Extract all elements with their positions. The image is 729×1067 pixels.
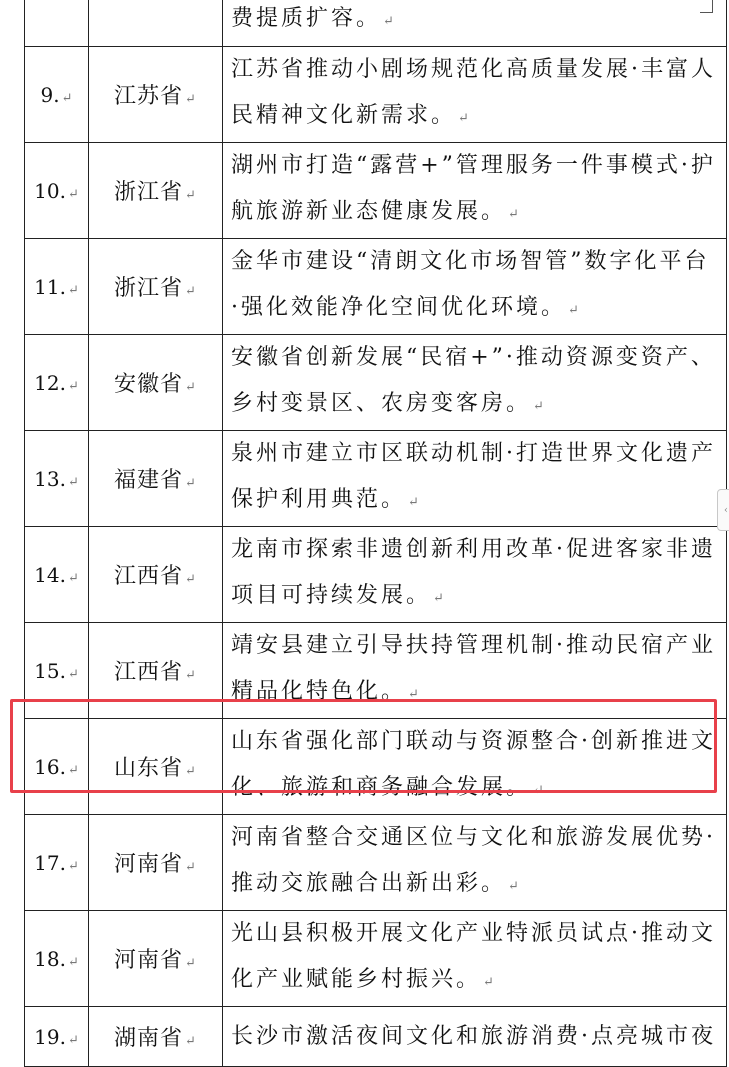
table-row <box>25 143 727 239</box>
paragraph-mark-icon: ↵ <box>185 188 197 203</box>
province-cell <box>89 47 223 143</box>
row-number-cell <box>25 1007 89 1067</box>
province-cell <box>89 143 223 239</box>
paragraph-mark-icon: ↵ <box>67 282 79 298</box>
case-description: 龙南市探索非遗创新利用改革·促进客家非遗项目可持续发展。 <box>231 537 716 608</box>
row-number-cell <box>25 815 89 911</box>
row-number-cell <box>25 239 89 335</box>
province-cell <box>89 239 223 335</box>
paragraph-mark-icon: ↵ <box>61 90 73 106</box>
case-description: 安徽省创新发展“民宿+”·推动资源变资产、乡村变景区、农房变客房。 <box>231 345 716 416</box>
case-description: 靖安县建立引导扶持管理机制·推动民宿产业精品化特色化。 <box>231 633 716 704</box>
province-name: 江苏省 <box>114 84 184 109</box>
case-description: 湖州市打造“露营+”管理服务一件事模式·护航旅游新业态健康发展。 <box>231 153 716 224</box>
paragraph-mark-icon: ↵ <box>185 572 197 587</box>
table-row <box>25 911 727 1007</box>
row-number-cell <box>25 47 89 143</box>
province-cell <box>89 335 223 431</box>
table-row <box>25 47 727 143</box>
case-description: 长沙市激活夜间文化和旅游消费·点亮城市夜 <box>231 1023 716 1049</box>
paragraph-mark-icon: ↵ <box>533 399 547 414</box>
paragraph-mark-icon: ↵ <box>67 954 79 970</box>
paragraph-mark-icon: ↵ <box>67 666 79 682</box>
paragraph-mark-icon: ↵ <box>433 591 447 606</box>
province-name: 山东省 <box>114 756 184 781</box>
description-cell <box>223 527 727 623</box>
province-name: 浙江省 <box>114 180 184 205</box>
row-number-cell <box>25 335 89 431</box>
paragraph-mark-icon: ↵ <box>508 207 522 222</box>
province-cell <box>89 0 223 47</box>
paragraph-mark-icon: ↵ <box>568 303 582 318</box>
case-description: 河南省整合交通区位与文化和旅游发展优势·推动交旅融合出新出彩。 <box>231 825 716 896</box>
row-number-cell <box>25 527 89 623</box>
table-row <box>25 431 727 527</box>
province-cell <box>89 911 223 1007</box>
description-cell <box>223 719 727 815</box>
paragraph-mark-icon: ↵ <box>67 1032 79 1048</box>
description-cell <box>223 47 727 143</box>
row-number: 11. <box>34 274 66 299</box>
description-cell <box>223 0 727 47</box>
row-number: 9. <box>40 82 60 107</box>
table-row <box>25 0 727 47</box>
side-collapse-handle[interactable]: ‹ <box>717 489 729 531</box>
description-cell <box>223 143 727 239</box>
row-number-cell <box>25 623 89 719</box>
row-number-cell <box>25 719 89 815</box>
row-number-cell <box>25 431 89 527</box>
province-name: 江西省 <box>114 564 184 589</box>
table-row <box>25 719 727 815</box>
description-cell <box>223 815 727 911</box>
paragraph-mark-icon: ↵ <box>185 1034 197 1049</box>
paragraph-mark-icon: ↵ <box>67 186 79 202</box>
paragraph-mark-icon: ↵ <box>483 975 497 990</box>
description-cell <box>223 239 727 335</box>
province-name: 湖南省 <box>114 1026 184 1051</box>
paragraph-mark-icon: ↵ <box>185 476 197 491</box>
case-description: 金华市建设“清朗文化市场智管”数字化平台·强化效能净化空间优化环境。 <box>231 249 710 320</box>
province-name: 安徽省 <box>114 372 184 397</box>
table-row <box>25 623 727 719</box>
paragraph-mark-icon: ↵ <box>185 92 197 107</box>
case-description: 费提质扩容。 <box>231 6 382 31</box>
province-cell <box>89 815 223 911</box>
row-number: 13. <box>34 466 66 491</box>
paragraph-mark-icon: ↵ <box>185 956 197 971</box>
table-row <box>25 1007 727 1067</box>
province-name: 河南省 <box>114 852 184 877</box>
row-number: 16. <box>34 754 66 779</box>
province-name: 福建省 <box>114 468 184 493</box>
description-cell <box>223 431 727 527</box>
paragraph-mark-icon: ↵ <box>408 687 422 702</box>
case-description: 泉州市建立市区联动机制·打造世界文化遗产保护利用典范。 <box>231 441 716 512</box>
table-row <box>25 815 727 911</box>
paragraph-mark-icon: ↵ <box>185 860 197 875</box>
row-number: 15. <box>34 658 66 683</box>
row-number: 18. <box>34 946 66 971</box>
paragraph-mark-icon: ↵ <box>185 380 197 395</box>
paragraph-mark-icon: ↵ <box>185 764 197 779</box>
paragraph-mark-icon: ↵ <box>67 474 79 490</box>
cases-table <box>24 0 727 1067</box>
paragraph-mark-icon: ↵ <box>67 858 79 874</box>
province-name: 江西省 <box>114 660 184 685</box>
province-cell <box>89 719 223 815</box>
row-number: 17. <box>34 850 66 875</box>
paragraph-mark-icon: ↵ <box>185 284 197 299</box>
row-number-cell <box>25 143 89 239</box>
description-cell <box>223 1007 727 1067</box>
paragraph-mark-icon: ↵ <box>408 495 422 510</box>
description-cell <box>223 335 727 431</box>
paragraph-mark-icon: ↵ <box>508 879 522 894</box>
province-cell <box>89 431 223 527</box>
description-cell <box>223 623 727 719</box>
paragraph-mark-icon: ↵ <box>185 668 197 683</box>
paragraph-mark-icon: ↵ <box>67 570 79 586</box>
row-number: 19. <box>34 1024 66 1049</box>
row-number: 10. <box>34 178 66 203</box>
paragraph-mark-icon: ↵ <box>383 14 397 29</box>
paragraph-mark-icon: ↵ <box>67 378 79 394</box>
province-cell <box>89 527 223 623</box>
row-number: 14. <box>34 562 66 587</box>
province-name: 浙江省 <box>114 276 184 301</box>
province-cell <box>89 623 223 719</box>
case-description: 山东省强化部门联动与资源整合·创新推进文化、旅游和商务融合发展。 <box>231 729 716 800</box>
paragraph-mark-icon: ↵ <box>533 783 547 798</box>
row-number-cell <box>25 911 89 1007</box>
province-cell <box>89 1007 223 1067</box>
table-row <box>25 335 727 431</box>
table-row <box>25 527 727 623</box>
province-name: 河南省 <box>114 948 184 973</box>
case-description: 江苏省推动小剧场规范化高质量发展·丰富人民精神文化新需求。 <box>231 57 716 128</box>
row-number: 12. <box>34 370 66 395</box>
paragraph-mark-icon: ↵ <box>458 111 472 126</box>
description-cell <box>223 911 727 1007</box>
paragraph-mark-icon: ↵ <box>67 762 79 778</box>
table-row <box>25 239 727 335</box>
row-number-cell <box>25 0 89 47</box>
case-description: 光山县积极开展文化产业特派员试点·推动文化产业赋能乡村振兴。 <box>231 921 716 992</box>
